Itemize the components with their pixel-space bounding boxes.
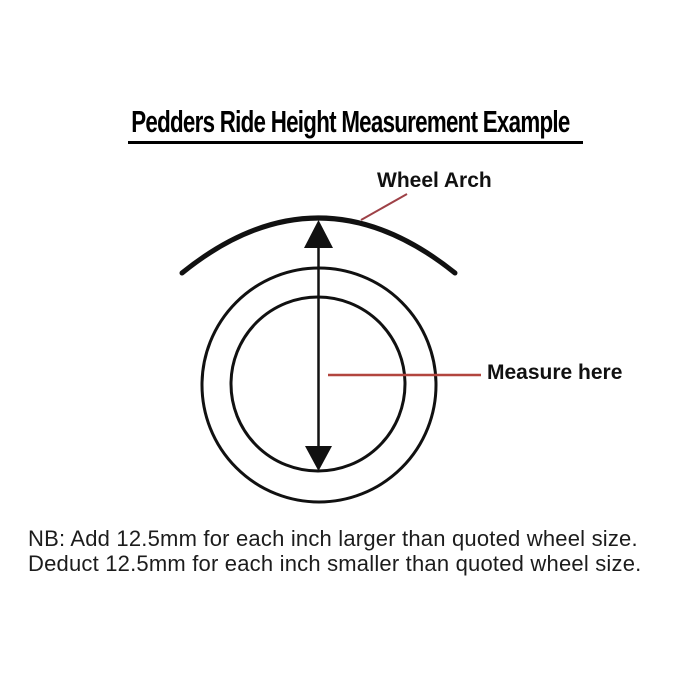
page-title-text: Pedders Ride Height Measurement Example: [130, 104, 570, 139]
note-line-1: NB: Add 12.5mm for each inch larger than quoted wheel size.: [28, 526, 638, 551]
wheel-arch-label: Wheel Arch: [377, 169, 492, 192]
note-text: [28, 526, 688, 576]
arrow-down-head-icon: [305, 446, 332, 471]
note-line-2: Deduct 12.5mm for each inch smaller than quoted wheel size.: [28, 551, 642, 576]
wheel-arch-pointer-line: [361, 194, 407, 220]
measure-here-label: Measure here: [487, 361, 623, 384]
arrow-up-head-icon: [304, 220, 333, 248]
